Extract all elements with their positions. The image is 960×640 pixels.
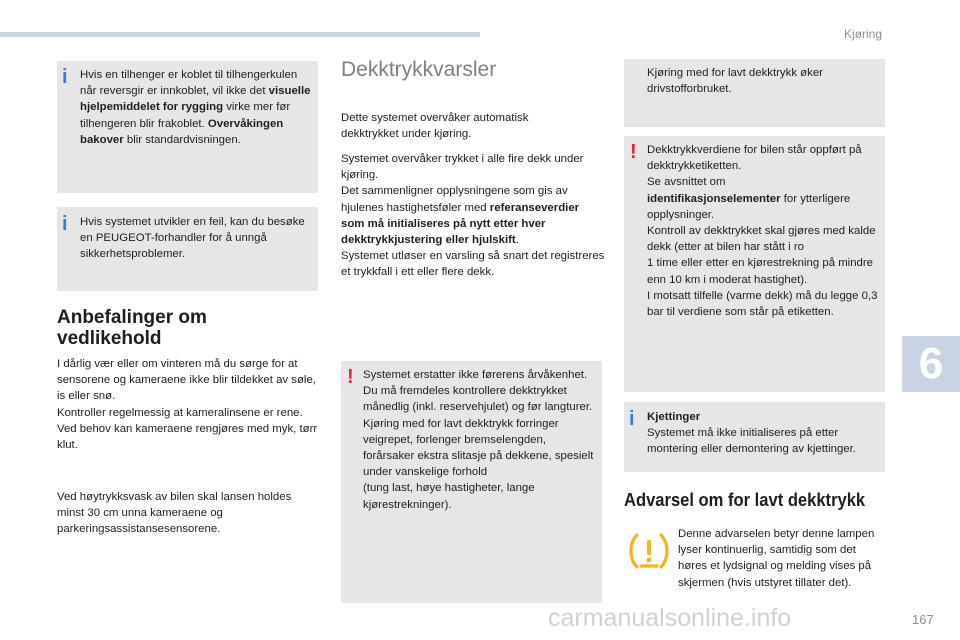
maintenance-text: I dårlig vær eller om vinteren må du sørge for at sensorene og kameraene ikke blir tildekket av søle, is eller snø. Kontroller regelmessig at kameralinsene er rene. Ved behov kan kameraene rengjøres med myk, tørr klut. <box>57 358 318 452</box>
warning-box <box>341 361 602 603</box>
warning-text: Systemet erstatter ikke førerens årvåkenhet. Du må fremdeles kontrollere dekktrykket månedlig (inkl. reservehjulet) og før langturer. Kjøring med for lavt dekktrykk forringer veigrepet, forlenger bremselengden, forårsaker ekstra slitasje på dekkene, spesielt under vanskelige forhold (tung last, høye hastigheter, lange kjørestrekninger). <box>363 369 594 511</box>
info-icon: i <box>62 213 68 235</box>
chains-text: Kjettinger Systemet må ikke initialiseres på etter montering eller demontering av kjettinger. <box>647 411 856 456</box>
warning-icon: ! <box>630 141 637 163</box>
info-icon: i <box>62 66 68 88</box>
page-title: Dekktrykkvarsler <box>341 58 497 81</box>
fault-info-box <box>57 207 318 291</box>
system-text: Systemet overvåker trykket i alle fire dekk under kjøring. Det sammenligner opplysningene som gis av hjulenes hastighetsføler med referanseverdier som må initialiseres på nytt etter hver dekktrykkjustering eller hjulskift. Systemet utløser en varsling så snart det registreres et trykkfall i ett eller flere dekk. <box>341 153 605 279</box>
alert-heading: Advarsel om for lavt dekktrykk <box>624 490 866 510</box>
maintenance-heading: Anbefalinger om vedlikehold <box>57 307 207 349</box>
alert-text: Denne advarselen betyr denne lampen lyser kontinuerlig, samtidig som det høres et lydsignal og melding vises på skjermen (hvis utstyret tillater det). <box>678 528 875 589</box>
page-number: 167 <box>912 612 934 627</box>
values-text: Dekktrykkverdiene for bilen står oppført på dekktrykketiketten. Se avsnittet om identifikasjonselementer for ytterligere opplysninger. Kontroll av dekktrykket skal gjøres med kalde dekk (etter at bilen har stått i ro 1 time eller etter en kjørestrekning på mindre enn 10 km i moderat hastighet). I motsatt tilfelle (varme dekk) må du legge 0,3 bar til verdiene som står på etiketten. <box>647 144 878 319</box>
info-icon: i <box>629 408 635 430</box>
values-box <box>624 136 885 392</box>
fuel-note-text: Kjøring med for lavt dekktrykk øker drivstofforbruket. <box>647 67 823 96</box>
header-band <box>0 32 480 37</box>
fault-info-text: Hvis systemet utvikler en feil, kan du besøke en PEUGEOT-forhandler for å unngå sikkerhetsproblemer. <box>80 216 305 261</box>
intro-text: Dette systemet overvåker automatisk dekktrykket under kjøring. <box>341 112 529 141</box>
chapter-tab: 6 <box>902 336 960 392</box>
section-label: Kjøring <box>843 27 882 41</box>
washer-text: Ved høytrykksvask av bilen skal lansen holdes minst 30 cm unna kameraene og parkeringsassistansesensorene. <box>57 491 292 536</box>
chains-box <box>624 402 885 472</box>
fuel-note-box <box>624 59 885 127</box>
trailer-info-text: Hvis en tilhenger er koblet til tilhengerkulen når reversgir er innkoblet, vil ikke det visuelle hjelpemiddelet for rygging virke mer før tilhengeren blir frakoblet. Overvåkingen bakover blir standardvisningen. <box>80 69 311 146</box>
watermark: carmanualsonline.info <box>548 604 792 632</box>
trailer-info-box <box>57 61 318 193</box>
warning-icon: ! <box>347 366 354 388</box>
tyre-pressure-warning-lamp-icon <box>628 530 670 572</box>
